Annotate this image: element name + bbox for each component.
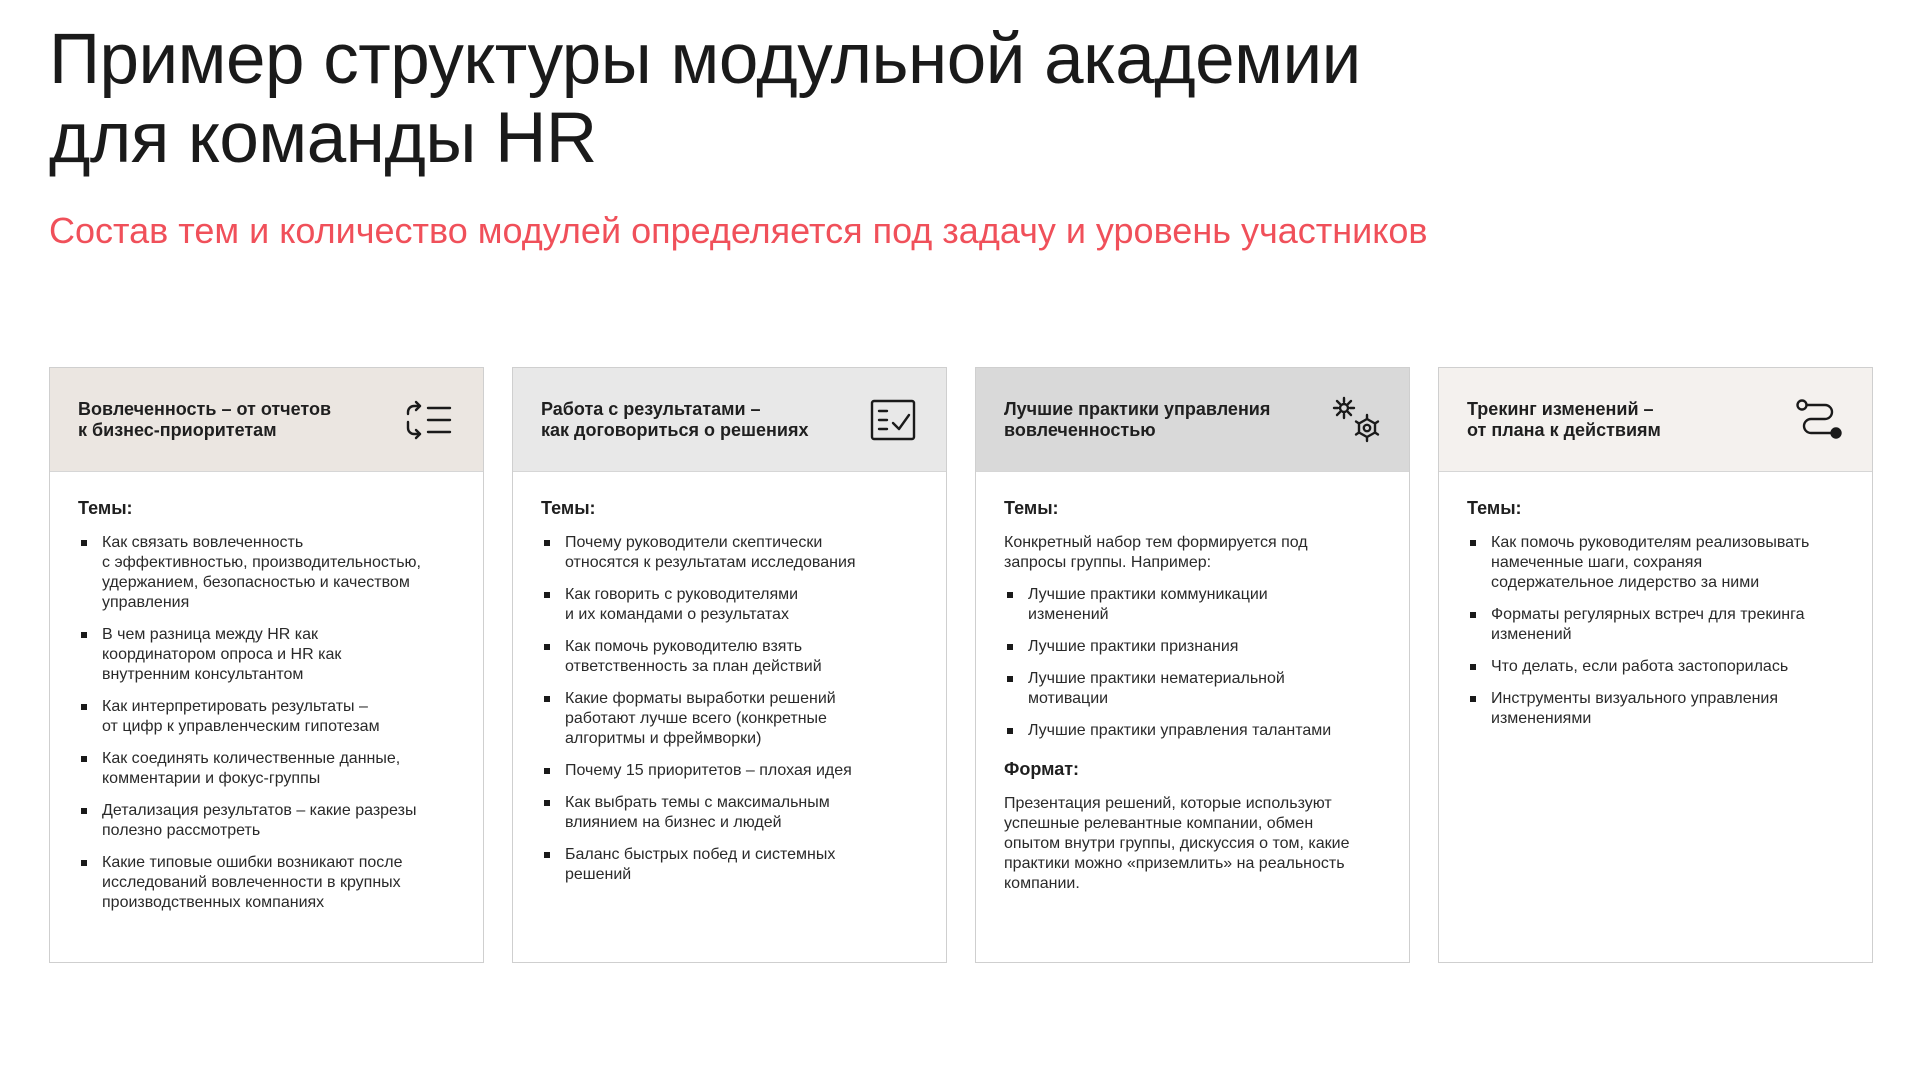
format-text: Презентация решений, которые используют успешные релевантные компании, обмен опытом внутри группы, дискуссия о том, какие практики можно «приземлить» на реальность компании. xyxy=(1004,795,1350,892)
list-item: Что делать, если работа застопорилась xyxy=(1467,657,1848,677)
list-item: Лучшие практики коммуникации изменений xyxy=(1004,585,1385,625)
module-card-engagement xyxy=(49,367,484,963)
title-line-2: для команды HR xyxy=(49,99,597,178)
list-item: Какие форматы выработки решений работают лучше всего (конкретные алгоритмы и фреймворки) xyxy=(541,689,922,749)
module-card-best-practices xyxy=(975,367,1410,963)
module-cards xyxy=(49,367,1873,963)
card-header xyxy=(1439,368,1872,472)
title-line-1: Пример структуры модульной академии xyxy=(49,20,1361,99)
card-title: Вовлеченность – от отчетов к бизнес-приоритетам xyxy=(78,398,332,440)
checklist-icon xyxy=(867,394,919,446)
list-item: Лучшие практики признания xyxy=(1004,637,1385,657)
card-body xyxy=(50,472,483,925)
list-item: Детализация результатов – какие разрезы полезно рассмотреть xyxy=(78,801,459,841)
module-card-results xyxy=(512,367,947,963)
topics-list xyxy=(78,533,459,913)
card-header xyxy=(976,368,1409,472)
list-item: В чем разница между HR как координатором опроса и HR как внутренним консультантом xyxy=(78,625,459,685)
list-item: Как выбрать темы с максимальным влиянием на бизнес и людей xyxy=(541,793,922,833)
topics-intro: Конкретный набор тем формируется под запросы группы. Например: xyxy=(1004,534,1308,571)
page-subtitle: Состав тем и количество модулей определяется под задачу и уровень участников xyxy=(49,210,1428,251)
list-item: Как интерпретировать результаты – от цифр к управленческим гипотезам xyxy=(78,697,459,737)
list-item: Баланс быстрых побед и системных решений xyxy=(541,845,922,885)
format-label: Формат: xyxy=(1004,759,1080,779)
card-header xyxy=(513,368,946,472)
card-body xyxy=(513,472,946,897)
page-title xyxy=(49,20,1649,178)
card-body xyxy=(976,472,1409,894)
module-card-tracking xyxy=(1438,367,1873,963)
route-icon xyxy=(1793,394,1845,446)
list-item: Почему руководители скептически относятся к результатам исследования xyxy=(541,533,922,573)
topics-label: Темы: xyxy=(1004,498,1059,518)
list-item: Лучшие практики управления талантами xyxy=(1004,721,1385,741)
list-item: Какие типовые ошибки возникают после исследований вовлеченности в крупных производственных компаниях xyxy=(78,853,459,913)
list-item: Как помочь руководителю взять ответственность за план действий xyxy=(541,637,922,677)
card-title: Работа с результатами – как договориться о решениях xyxy=(541,398,809,440)
list-item: Инструменты визуального управления изменениями xyxy=(1467,689,1848,729)
list-item: Как говорить с руководителями и их командами о результатах xyxy=(541,585,922,625)
list-item: Как связать вовлеченность с эффективностью, производительностью, удержанием, безопасностью и качеством управления xyxy=(78,533,459,613)
card-title: Трекинг изменений – от плана к действиям xyxy=(1467,398,1661,440)
list-item: Как помочь руководителям реализовывать намеченные шаги, сохраняя содержательное лидерство за ними xyxy=(1467,533,1848,593)
card-body xyxy=(1439,472,1872,741)
list-item: Как соединять количественные данные, комментарии и фокус-группы xyxy=(78,749,459,789)
list-item: Лучшие практики нематериальной мотивации xyxy=(1004,669,1385,709)
topics-list xyxy=(1467,533,1848,729)
gears-icon xyxy=(1330,394,1382,446)
list-item: Форматы регулярных встреч для трекинга изменений xyxy=(1467,605,1848,645)
return-list-icon xyxy=(404,394,456,446)
topics-list xyxy=(1004,585,1385,741)
list-item: Почему 15 приоритетов – плохая идея xyxy=(541,761,922,781)
topics-list xyxy=(541,533,922,885)
topics-label: Темы: xyxy=(541,498,596,518)
topics-label: Темы: xyxy=(78,498,133,518)
topics-label: Темы: xyxy=(1467,498,1522,518)
card-title: Лучшие практики управления вовлеченностью xyxy=(1004,398,1271,440)
card-header xyxy=(50,368,483,472)
